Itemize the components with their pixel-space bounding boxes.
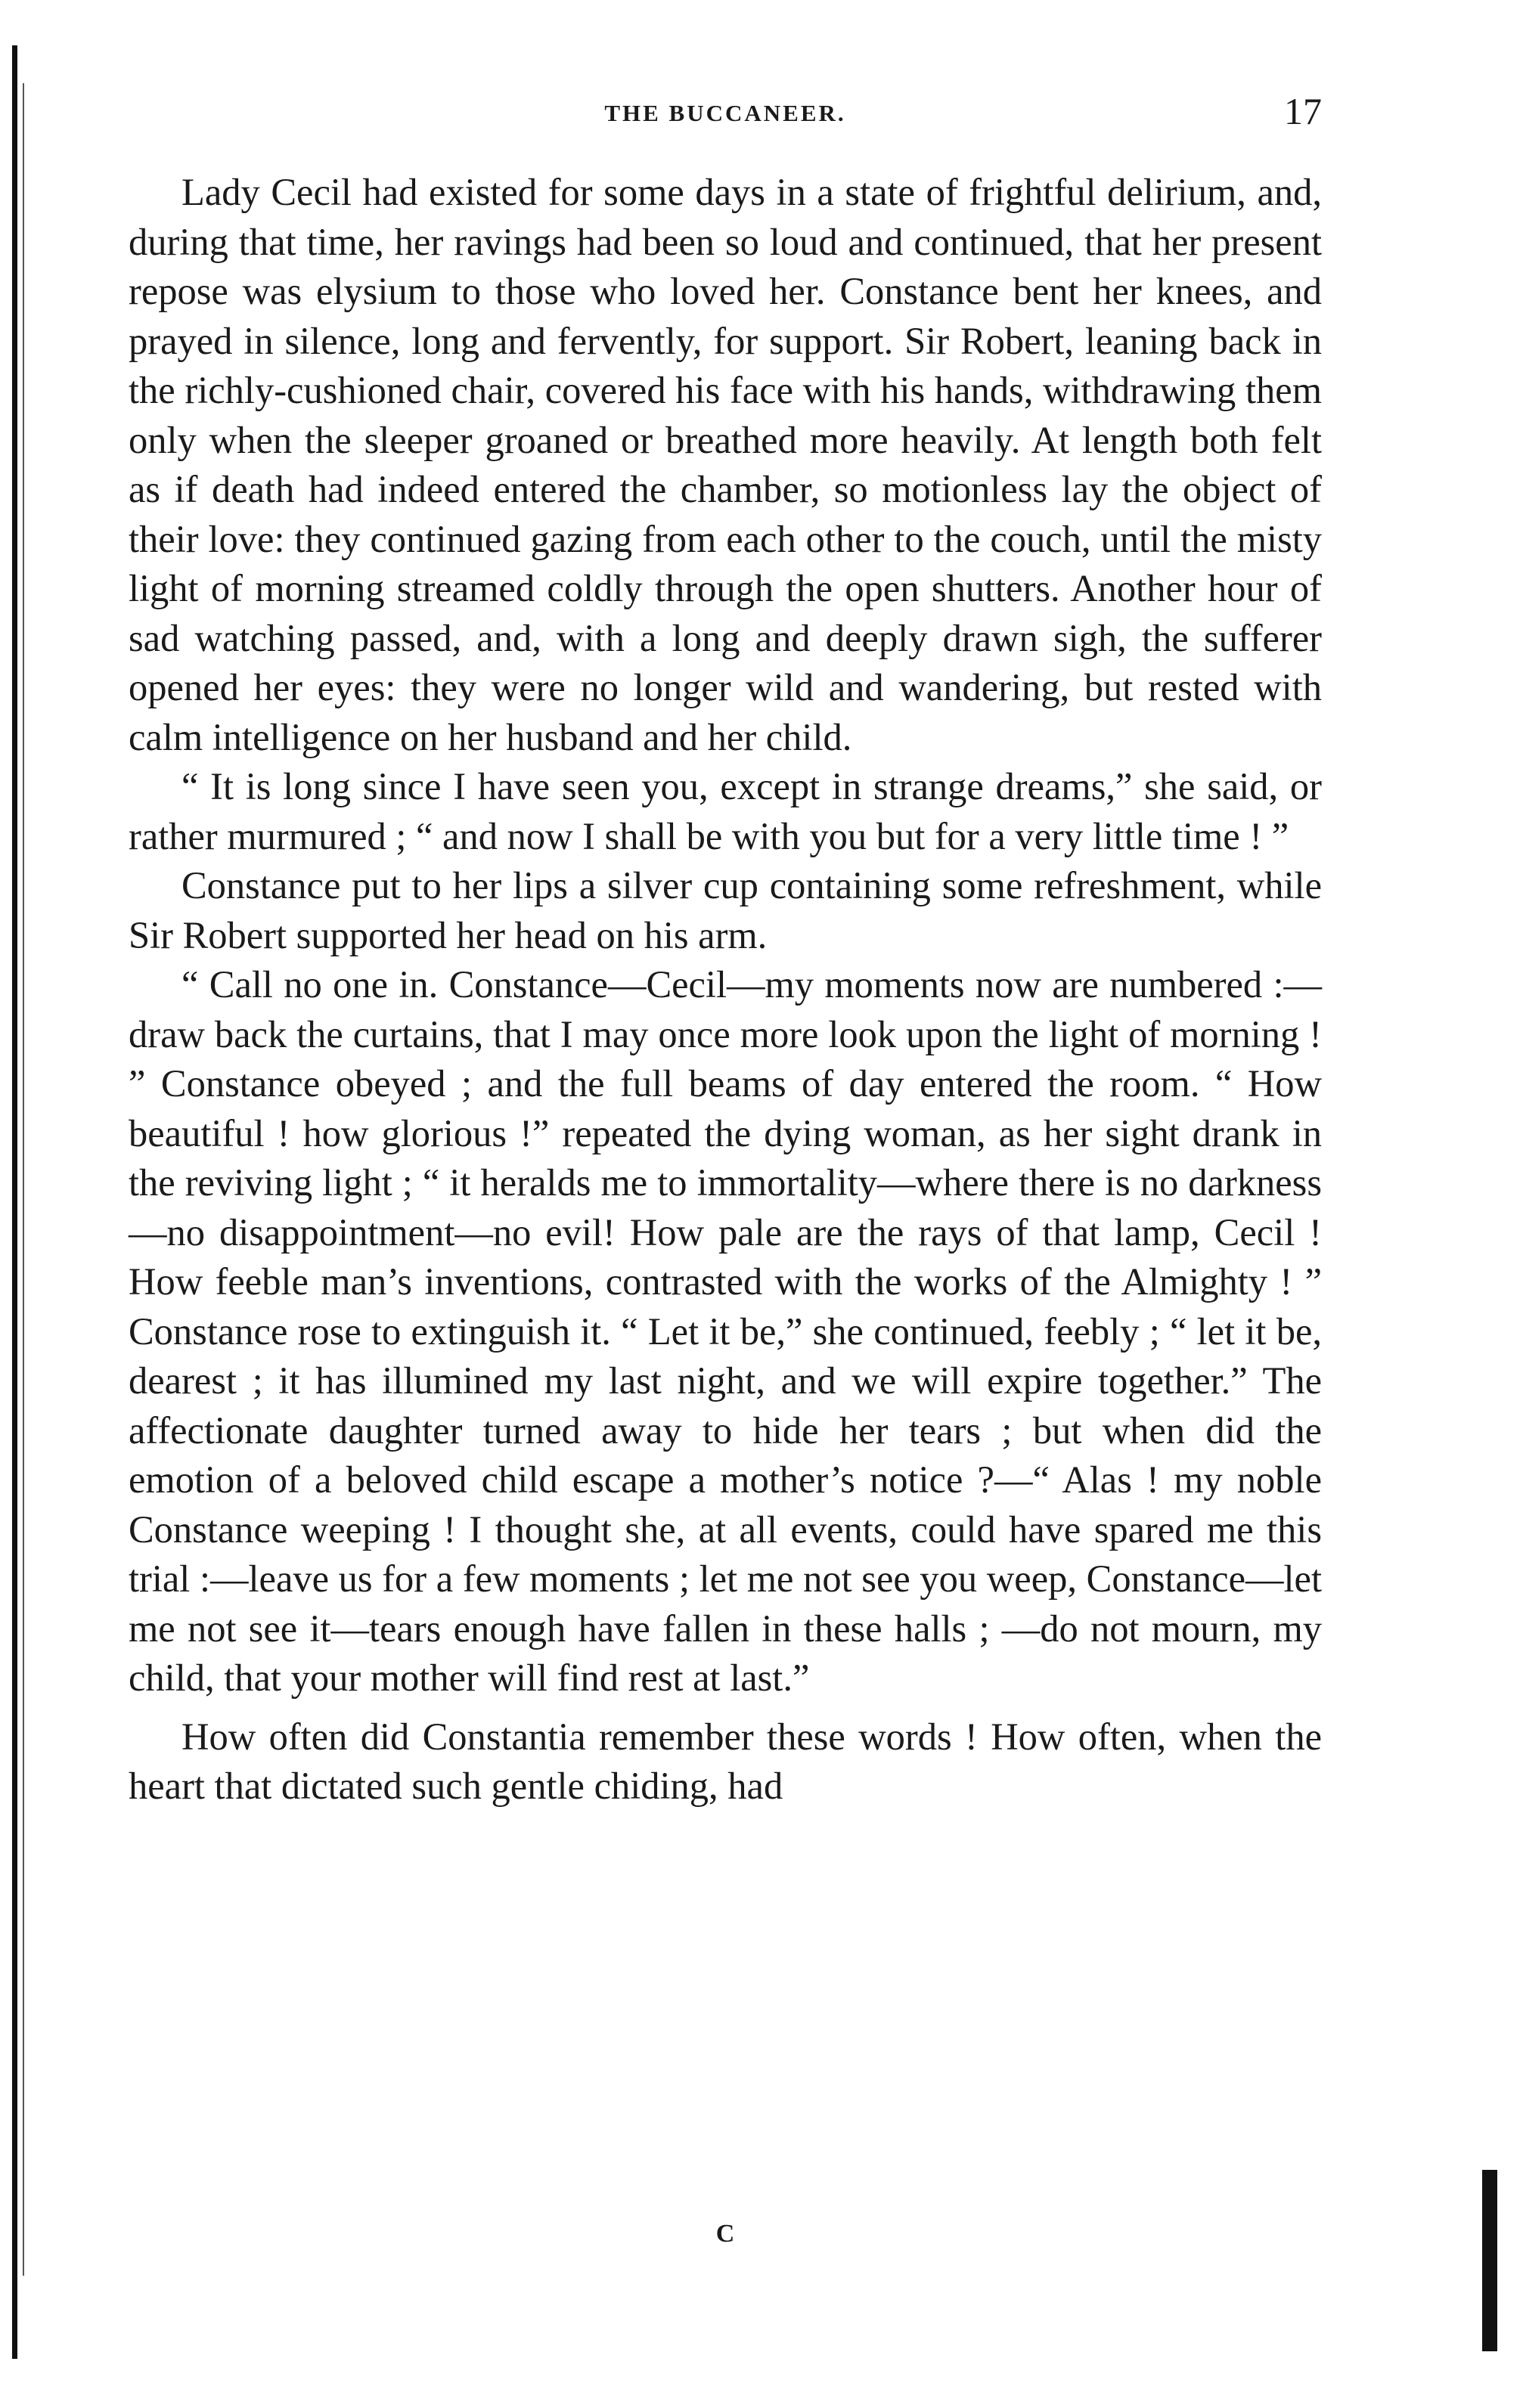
scan-edge-left-thin (23, 83, 24, 2276)
running-title: THE BUCCANEER. (604, 100, 846, 126)
signature-mark: C (715, 2220, 735, 2248)
paragraph: Constance put to her lips a silver cup containing some refreshment, while Sir Robert supported her head on his arm. (129, 864, 1322, 956)
paragraph: “ It is long since I have seen you, except in strange dreams,” she said, or rather murmured ; “ and now I shall be with you but for a very little time ! ” (129, 765, 1322, 857)
scan-edge-right (1482, 2170, 1497, 2351)
paragraph: “ Call no one in. Constance—Cecil—my moments now are numbered :—draw back the curtains, that I may once more look upon the light of morning ! ” Constance obeyed ; and the full beams of day entered the room. “ How beautiful ! how glorious !” repeated the dying woman, as her sight drank in the reviving light ; “ it heralds me to immortality—where there is no darkness—no disappointment—no evil! How pale are the rays of that lamp, Cecil ! How feeble man’s inventions, contrasted with the works of the Almighty ! ” Constance rose to extinguish it. “ Let it be,” she continued, feebly ; “ let it be, dearest ; it has illumined my last night, and we will expire together.” The affectionate daughter turned away to hide her tears ; but when did the emotion of a beloved child escape a mother’s notice ?—“ Alas ! my noble Constance weeping ! I thought she, at all events, could have spared me this trial :—leave us for a few moments ; let me not see you weep, Constance—let me not see it—tears enough have fallen in these halls ; —do not mourn, my child, that your mother will find rest at last.” (129, 963, 1322, 1699)
paragraph: How often did Constantia remember these words ! How often, when the heart that dictated such gentle chiding, had (129, 1715, 1322, 1807)
body-text (129, 168, 1322, 1811)
page-number: 17 (1284, 90, 1322, 132)
scan-edge-left (12, 45, 17, 2359)
paragraph: Lady Cecil had existed for some days in a state of frightful delirium, and, during that time, her ravings had been so loud and continued, that her present repose was elysium to those who loved her. Constance bent her knees, and prayed in silence, long and fervently, for support. Sir Robert, leaning back in the richly-cushioned chair, covered his face with his hands, withdrawing them only when the sleeper groaned or breathed more heavily. At length both felt as if death had indeed entered the chamber, so motionless lay the object of their love: they continued gazing from each other to the couch, until the misty light of morning streamed coldly through the open shutters. Another hour of sad watching passed, and, with a long and deeply drawn sigh, the sufferer opened her eyes: they were no longer wild and wandering, but rested with calm intelligence on her husband and her child. (129, 171, 1322, 758)
page-header (129, 89, 1322, 142)
